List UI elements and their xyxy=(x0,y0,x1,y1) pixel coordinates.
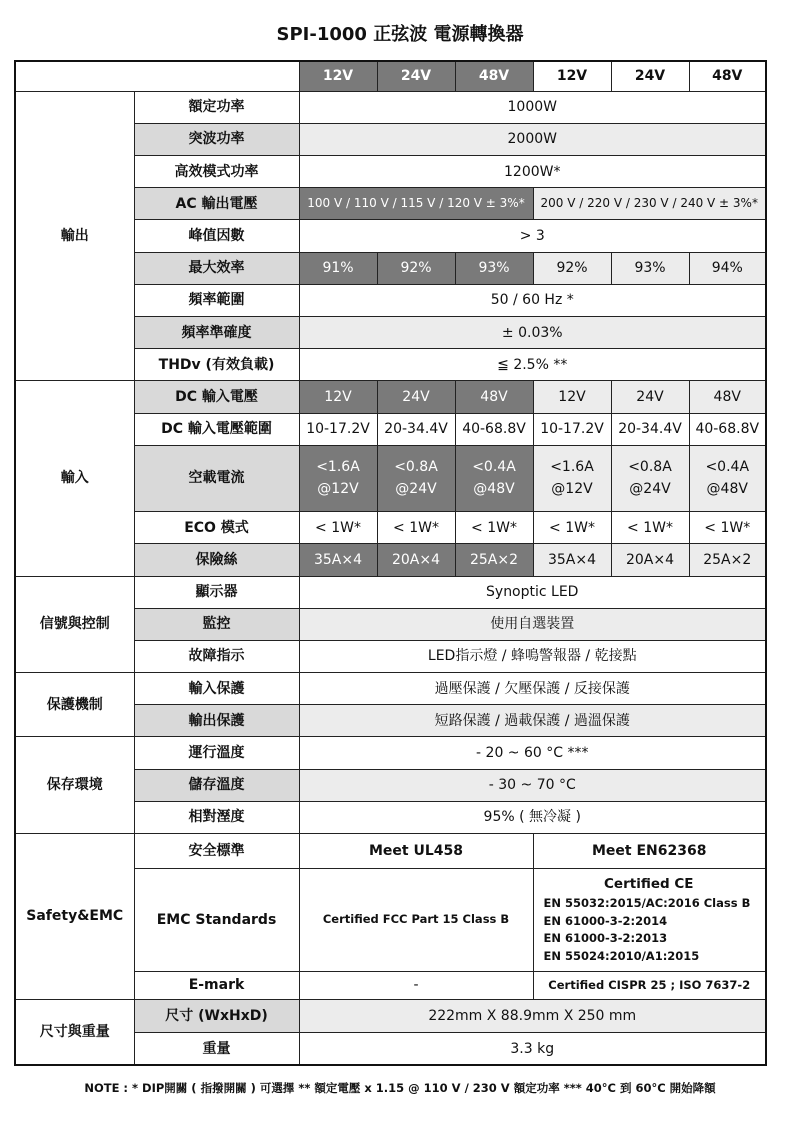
row-value: Synoptic LED xyxy=(299,576,766,608)
no-load-cell xyxy=(299,445,377,511)
row-label: 突波功率 xyxy=(134,123,299,155)
efficiency-cell: 91% xyxy=(299,252,377,284)
row-label: 故障指示 xyxy=(134,640,299,672)
header-row xyxy=(15,61,766,91)
eco-cell: < 1W* xyxy=(455,512,533,544)
row-label: DC 輸入電壓範圍 xyxy=(134,413,299,445)
row-label: 顯示器 xyxy=(134,576,299,608)
safety-standard-right: Meet EN62368 xyxy=(533,834,766,869)
category-safety: Safety&EMC xyxy=(15,834,134,1000)
row-label: 監控 xyxy=(134,608,299,640)
row-value: - 20 ~ 60 °C *** xyxy=(299,737,766,769)
row-label: 安全標準 xyxy=(134,834,299,869)
no-load-cell xyxy=(377,445,455,511)
emark-right: Certified CISPR 25 ; ISO 7637-2 xyxy=(533,971,766,999)
row-label: THDv (有效負載) xyxy=(134,349,299,381)
header-cell: 48V xyxy=(455,61,533,91)
efficiency-cell: 94% xyxy=(689,252,766,284)
row-label: 頻率準確度 xyxy=(134,316,299,348)
row-label: 相對溼度 xyxy=(134,801,299,833)
eco-cell: < 1W* xyxy=(533,512,611,544)
row-value: - 30 ~ 70 °C xyxy=(299,769,766,801)
safety-standard-left: Meet UL458 xyxy=(299,834,533,869)
footnote: NOTE : * DIP開關 ( 指撥開關 ) 可選擇 ** 額定電壓 x 1.15 @ 110 V / 230 V 額定功率 *** 40°C 到 60°C 開始降額 xyxy=(84,1081,716,1095)
emc-line: EN 55024:2010/A1:2015 xyxy=(543,949,700,964)
emc-line: EN 55032:2015/AC:2016 Class B xyxy=(543,895,751,910)
row-label: 尺寸 (WxHxD) xyxy=(134,999,299,1032)
eco-cell: < 1W* xyxy=(611,512,689,544)
row-value: 95% ( 無冷凝 ) xyxy=(299,801,766,833)
no-load-current: <1.6A xyxy=(316,459,360,476)
dc-voltage-cell: 24V xyxy=(611,381,689,413)
category-environment: 保存環境 xyxy=(15,737,134,834)
dc-voltage-cell: 12V xyxy=(533,381,611,413)
no-load-current: <0.8A xyxy=(394,459,438,476)
efficiency-cell: 93% xyxy=(455,252,533,284)
row-value: 過壓保護 / 欠壓保護 / 反接保護 xyxy=(299,673,766,705)
row-label: 輸入保護 xyxy=(134,673,299,705)
row-value: 222mm X 88.9mm X 250 mm xyxy=(299,999,766,1032)
row-value: 1000W xyxy=(299,91,766,123)
row-label: 空載電流 xyxy=(134,445,299,511)
emc-line: EN 61000-3-2:2014 xyxy=(543,913,668,928)
dc-range-cell: 20-34.4V xyxy=(611,413,689,445)
dc-voltage-cell: 48V xyxy=(689,381,766,413)
row-label: 高效模式功率 xyxy=(134,156,299,188)
row-label: 儲存溫度 xyxy=(134,769,299,801)
row-label: 頻率範圍 xyxy=(134,284,299,316)
ac-voltage-low: 100 V / 110 V / 115 V / 120 V ± 3%* xyxy=(299,188,533,220)
no-load-voltage: @24V xyxy=(395,481,437,498)
no-load-current: <0.4A xyxy=(472,459,516,476)
no-load-voltage: @48V xyxy=(473,481,515,498)
row-value: 50 / 60 Hz * xyxy=(299,284,766,316)
no-load-current: <1.6A xyxy=(550,459,594,476)
header-cell: 24V xyxy=(611,61,689,91)
eco-cell: < 1W* xyxy=(377,512,455,544)
dc-voltage-cell: 48V xyxy=(455,381,533,413)
dc-voltage-cell: 24V xyxy=(377,381,455,413)
row-label: EMC Standards xyxy=(134,869,299,972)
row-value: 2000W xyxy=(299,123,766,155)
emark-left: - xyxy=(299,971,533,999)
efficiency-cell: 92% xyxy=(377,252,455,284)
row-value: > 3 xyxy=(299,220,766,252)
efficiency-cell: 93% xyxy=(611,252,689,284)
row-value: 1200W* xyxy=(299,156,766,188)
row-label: 輸出保護 xyxy=(134,705,299,737)
dc-range-cell: 40-68.8V xyxy=(455,413,533,445)
category-dimensions: 尺寸與重量 xyxy=(15,999,134,1065)
row-label: 峰值因數 xyxy=(134,220,299,252)
header-cell: 12V xyxy=(299,61,377,91)
no-load-current: <0.4A xyxy=(705,459,750,476)
header-cell: 48V xyxy=(689,61,766,91)
row-value: ≦ 2.5% ** xyxy=(299,349,766,381)
eco-cell: < 1W* xyxy=(689,512,766,544)
row-value: 3.3 kg xyxy=(299,1033,766,1065)
category-protection: 保護機制 xyxy=(15,673,134,737)
header-blank xyxy=(15,61,299,91)
eco-cell: < 1W* xyxy=(299,512,377,544)
emc-right xyxy=(533,869,766,972)
page-title: SPI-1000 正弦波 電源轉換器 xyxy=(276,24,524,45)
no-load-cell xyxy=(455,445,533,511)
no-load-cell xyxy=(611,445,689,511)
header-cell: 12V xyxy=(533,61,611,91)
dc-range-cell: 10-17.2V xyxy=(299,413,377,445)
dc-voltage-cell: 12V xyxy=(299,381,377,413)
fuse-cell: 35A×4 xyxy=(533,544,611,576)
efficiency-cell: 92% xyxy=(533,252,611,284)
row-label: 最大效率 xyxy=(134,252,299,284)
row-value: ± 0.03% xyxy=(299,316,766,348)
fuse-cell: 25A×2 xyxy=(455,544,533,576)
row-label: DC 輸入電壓 xyxy=(134,381,299,413)
no-load-current: <0.8A xyxy=(628,459,672,476)
fuse-cell: 20A×4 xyxy=(377,544,455,576)
fuse-cell: 20A×4 xyxy=(611,544,689,576)
row-value: 使用自選裝置 xyxy=(299,608,766,640)
row-value: LED指示燈 / 蜂鳴警報器 / 乾接點 xyxy=(299,640,766,672)
no-load-cell xyxy=(533,445,611,511)
row-label: 額定功率 xyxy=(134,91,299,123)
spec-table xyxy=(14,60,767,1066)
row-label: 重量 xyxy=(134,1033,299,1065)
category-output: 輸出 xyxy=(15,91,134,381)
no-load-voltage: @12V xyxy=(551,481,593,498)
dc-range-cell: 20-34.4V xyxy=(377,413,455,445)
row-label: AC 輸出電壓 xyxy=(134,188,299,220)
dc-range-cell: 10-17.2V xyxy=(533,413,611,445)
category-input: 輸入 xyxy=(15,381,134,576)
dc-range-cell: 40-68.8V xyxy=(689,413,766,445)
no-load-voltage: @24V xyxy=(629,481,671,498)
row-label: E-mark xyxy=(134,971,299,999)
no-load-cell xyxy=(689,445,766,511)
no-load-voltage: @12V xyxy=(317,481,359,498)
row-label: 保險絲 xyxy=(134,544,299,576)
header-cell: 24V xyxy=(377,61,455,91)
no-load-voltage: @48V xyxy=(706,481,748,498)
emc-left: Certified FCC Part 15 Class B xyxy=(299,869,533,972)
category-signal: 信號與控制 xyxy=(15,576,134,673)
ac-voltage-high: 200 V / 220 V / 230 V / 240 V ± 3%* xyxy=(533,188,766,220)
fuse-cell: 35A×4 xyxy=(299,544,377,576)
fuse-cell: 25A×2 xyxy=(689,544,766,576)
row-label: 運行溫度 xyxy=(134,737,299,769)
row-value: 短路保護 / 過載保護 / 過溫保護 xyxy=(299,705,766,737)
emc-line: Certified CE xyxy=(604,875,694,892)
row-label: ECO 模式 xyxy=(134,512,299,544)
emc-line: EN 61000-3-2:2013 xyxy=(543,931,668,946)
